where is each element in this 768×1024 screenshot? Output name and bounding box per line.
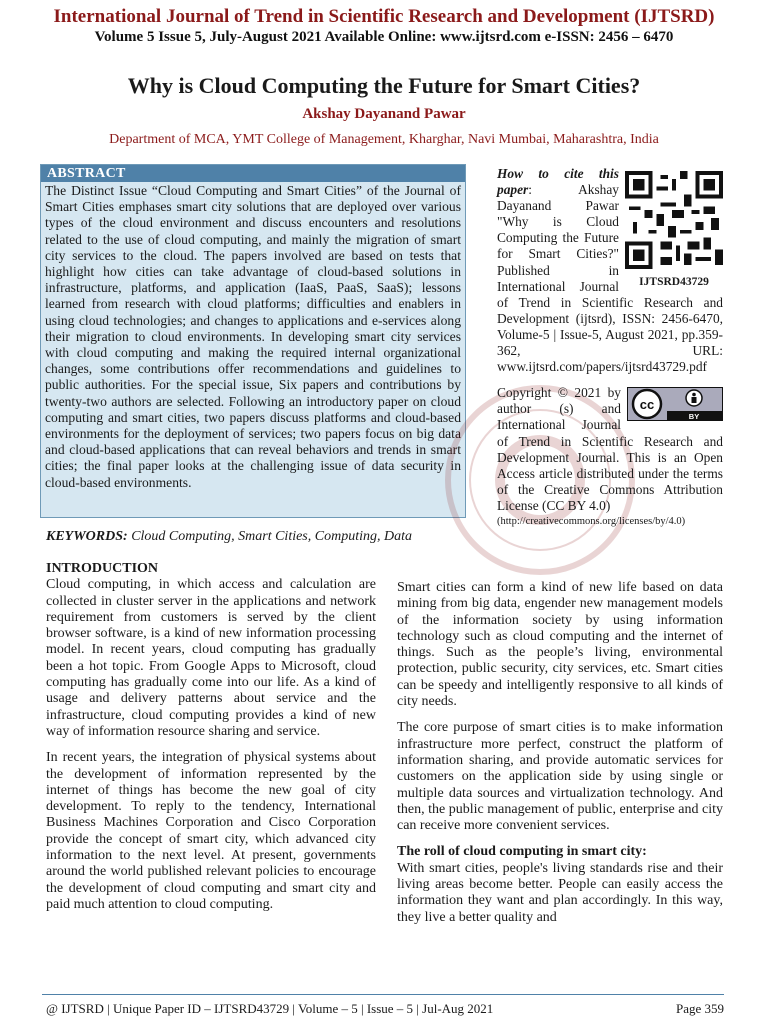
left-column <box>46 561 376 923</box>
citation-label: How to cite this paper <box>497 166 619 198</box>
paper-title: Why is Cloud Computing the Future for Smart Cities? <box>127 73 641 98</box>
citation-column <box>497 166 723 530</box>
license-url[interactable]: (http://creativecommons.org/licenses/by/4.0) <box>497 515 686 527</box>
copyright-block <box>497 385 723 530</box>
intro-paragraph-2: In recent years, the integration of physical systems about the development of information represented by the internet of things has become the new goal of city development. To reply to the tendency, International Business Machines Corporation and Cisco Corporation provide the concept of smart city, which advanced city information to the next level. At present, governments around the world published relevant policies to encourage the development of cloud computing and smart city and paid much attention to cloud computing. <box>46 750 376 912</box>
right-paragraph-1: Smart cities can form a kind of new life based on data mining from big data, engender new management models of the information society by using information technology such as cloud computing and the internet of things. Such as the people’s living, environmental protection, public security, city services, etc. Smart cities can be speedy and intelligently responsive to all kinds of city needs. <box>397 580 723 710</box>
keywords <box>46 529 476 545</box>
paper-author: Akshay Dayanand Pawar <box>302 106 466 122</box>
copyright-text: Copyright © 2021 by author (s) and International Journal of Trend in Scientific Research and Development Journal. This is an Open Access article distributed under the terms of the Creative Commons Attribution License (CC BY 4.0) <box>497 385 723 513</box>
qr-paper-id: IJTSRD43729 <box>639 276 709 289</box>
right-paragraph-2: The core purpose of smart cities is to make information infrastructure more perfect, construct the platform of information sharing, and provide automatic services for customers on the application side by using single or multiple data sources and virtualization technology. And then, the public management of public, enterprise and city can receive more convenient services. <box>397 720 723 834</box>
intro-paragraph-1: Cloud computing, in which access and calculation are collected in cluster server in the applications and network requirement from customers is served by the client browser software, is a kind of new information processing model. In recent years, cloud computing has gradually been a hot topic. From Google Apps to Microsoft, cloud computing has gradually come into our life. As a kind of usage and delivery patterns about service and the infrastructure, cloud computing provides a kind of new way of information resource sharing and service. <box>46 577 376 739</box>
by-label: BY <box>688 412 700 422</box>
citation-text: : Akshay Dayanand Pawar "Why is Cloud Computing the Future for Smart Cities?" Published in International Journal of Trend in Scientific Research and Development (ijtsrd), ISSN: 2456-6470, Volume-5 | Issue-5, August 2021, pp.359-362, URL: www.ijtsrd.com/papers/ijtsrd43729.pdf <box>497 182 723 375</box>
page-number: Page 359 <box>675 1001 724 1016</box>
abstract-heading: ABSTRACT <box>41 165 465 182</box>
keywords-label: KEYWORDS: <box>46 529 128 544</box>
qr-block <box>625 170 723 290</box>
qr-code-icon <box>625 170 723 270</box>
right-paragraph-3: With smart cities, people's living standards rise and their living areas become better. People can easily access the information they want and plan accordingly. In this way, they live a better quality and <box>397 860 723 925</box>
footer-info: @ IJTSRD | Unique Paper ID – IJTSRD43729 | Volume – 5 | Issue – 5 | Jul-Aug 2021 <box>46 1001 494 1016</box>
abstract-box <box>40 164 466 518</box>
right-column <box>397 580 723 936</box>
footer-divider <box>42 994 724 995</box>
author-affiliation: Department of MCA, YMT College of Management, Kharghar, Navi Mumbai, Maharashtra, India <box>109 132 659 147</box>
page-footer <box>46 1001 724 1017</box>
keywords-values: Cloud Computing, Smart Cities, Computing, Data <box>131 529 412 544</box>
journal-name: International Journal of Trend in Scientific Research and Development (IJTSRD) <box>53 6 715 27</box>
issue-line: Volume 5 Issue 5, July-August 2021 Available Online: www.ijtsrd.com e-ISSN: 2456 – 6470 <box>94 29 674 45</box>
cc-label: cc <box>639 397 655 413</box>
cc-by-license-icon <box>627 387 723 421</box>
intro-heading: INTRODUCTION <box>46 561 159 576</box>
abstract-text: The Distinct Issue “Cloud Computing and Smart Cities” of the Journal of Smart Cities emphases smart city solutions that are deployed over various types of the cloud environment and discuss encounters and resolutions related to the use of cloud computing, and mainly the migration of smart city services to the cloud. The papers involved are based on tests that highlight how cities can take advantage of cloud-based solutions in infrastructure, platforms, and application (IaaS, PaaS, SaaS); lessons learned from research with cloud platforms; difficulties and enablers in using cloud technologies; and changes to applications and e-services along their migration to cloud environments. In developing smart city services with cloud computing and making the required internal organizational changes, some contributions offer recommendations and guidelines to public authorities. For the special issue, Six papers and contributions by twenty-two authors are selected. Following an introductory paper on cloud computing and smart cities, two papers discuss platforms and cloud-based environments for the deployment of services; two papers focus on big data and cloud-based applications that can reveal behaviors and trends in smart cities; the final paper looks at the challenging issue of data security in cloud-based environments. <box>45 183 461 490</box>
section-heading-role: The roll of cloud computing in smart city: <box>397 844 647 860</box>
journal-header <box>0 6 768 46</box>
